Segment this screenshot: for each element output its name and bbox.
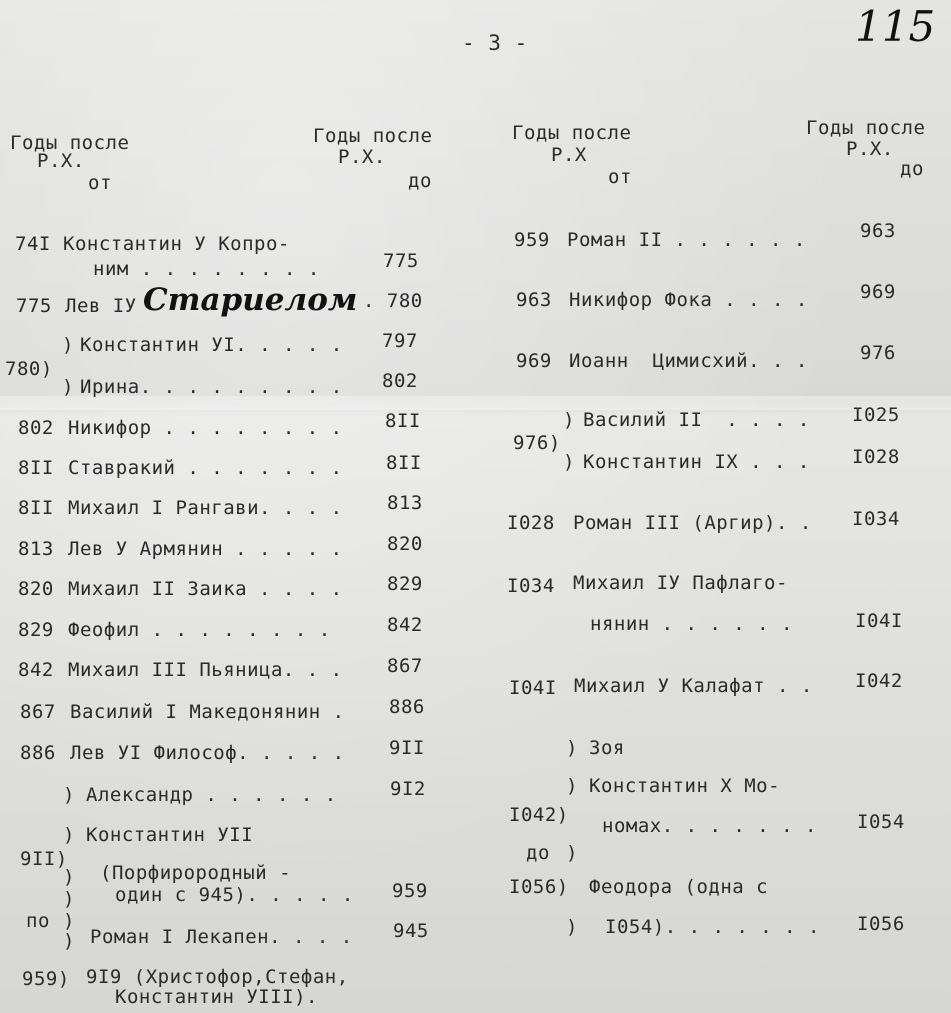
entry-year-to: 959 — [392, 880, 428, 902]
left-to-header-line2: Р.Х. — [338, 146, 386, 168]
entry-ruler: Константин УI. . . . . — [80, 334, 343, 356]
right-from-header-line3: от — [608, 166, 632, 188]
right-to-header-line2: Р.Х. — [846, 138, 894, 160]
brace: ) — [563, 409, 575, 431]
brace: ) — [566, 737, 578, 759]
right-to-header-line1: Годы после — [806, 117, 926, 139]
entry-year-from: 8II — [18, 497, 54, 519]
entry-year-to: I04I — [855, 610, 903, 632]
entry-ruler: Александр . . . . . . — [86, 784, 337, 806]
brace: ) — [566, 775, 578, 797]
entry-ruler: Зоя — [589, 737, 625, 759]
entry-year-from: 886 — [20, 742, 56, 764]
left-to-header-line1: Годы после — [313, 125, 433, 147]
entry-ruler: Константин У Копро- — [63, 233, 290, 255]
entry-year-from: 963 — [516, 289, 552, 311]
entry-ruler-cont: ним . . . . . . . . — [93, 258, 320, 280]
entry-ruler: Феодора (одна с — [589, 876, 769, 898]
entry-ruler: Роман III (Аргир). . — [573, 512, 812, 534]
entry-ruler: 9I9 (Христофор,Стефан, — [86, 966, 349, 988]
entry-ruler-cont: Константин УIII). — [115, 986, 318, 1008]
entry-ruler: Никифор Фока . . . . — [569, 289, 808, 311]
entry-year-from: 775 — [16, 295, 52, 317]
entry-ruler: Константин IX . . . — [583, 451, 810, 473]
entry-year-from: 9II) — [20, 848, 68, 870]
entry-ruler: Лев IУ — [65, 295, 137, 317]
entry-year-to: I042 — [855, 670, 903, 692]
entry-year-to: 813 — [387, 492, 423, 514]
entry-ruler: Михаил IУ Пафлаго- — [573, 572, 788, 594]
entry-year-to: I054 — [857, 811, 905, 833]
entry-year-to: 9II — [389, 737, 425, 759]
entry-year-to: 867 — [387, 655, 423, 677]
entry-year-to: . 780 — [363, 290, 423, 312]
entry-ruler: Роман II . . . . . . — [567, 229, 806, 251]
brace: ) — [62, 376, 74, 398]
entry-ruler-cont: один с 945). . . . . — [115, 884, 354, 906]
entry-year-from: 813 — [18, 538, 54, 560]
brace: ) — [62, 334, 74, 356]
entry-year-from: по — [26, 910, 50, 932]
entry-ruler: Константин Х Мо- — [589, 775, 781, 797]
entry-ruler: Роман I Лекапен. . . . — [90, 926, 353, 948]
entry-year-to: I025 — [852, 404, 900, 426]
brace: ) — [566, 842, 578, 864]
entry-year-from: 8II — [18, 457, 54, 479]
entry-ruler: Василий II . . . . — [583, 409, 810, 431]
entry-year-to: 829 — [387, 573, 423, 595]
entry-ruler: Лев УI Философ. . . . . — [70, 742, 345, 764]
entry-year-from: 802 — [18, 417, 54, 439]
paper-fold-line — [0, 396, 951, 410]
entry-year-to: 976 — [860, 342, 896, 364]
entry-ruler: Константин УII — [86, 824, 254, 846]
brace: ) — [63, 930, 75, 952]
entry-year-to: 963 — [860, 220, 896, 242]
right-from-header-line2: Р.Х — [551, 144, 587, 166]
brace: ) — [566, 916, 578, 938]
entry-year-to: 820 — [387, 533, 423, 555]
entry-year-to: 802 — [382, 370, 418, 392]
entry-year-to: 9I2 — [390, 778, 426, 800]
handwritten-page-number: 115 — [855, 2, 936, 51]
entry-year-to: 886 — [389, 696, 425, 718]
entry-year-to: I028 — [852, 446, 900, 468]
right-from-header-line1: Годы после — [512, 122, 632, 144]
brace: ) — [563, 451, 575, 473]
entry-year-to: 969 — [860, 281, 896, 303]
entry-year-to: I034 — [852, 508, 900, 530]
entry-year-to: 775 — [383, 250, 419, 272]
brace: ) — [63, 888, 75, 910]
entry-ruler: Ирина. . . . . . . . . — [80, 376, 343, 398]
entry-ruler-cont: I054). . . . . . . — [605, 916, 820, 938]
entry-ruler: Никифор . . . . . . . . — [68, 417, 343, 439]
left-to-header-line3: до — [408, 170, 432, 192]
entry-ruler: Иоанн Цимисхий. . . — [569, 350, 808, 372]
entry-year-from: I056) — [509, 876, 569, 898]
page-number: - 3 - — [462, 31, 528, 55]
entry-year-to: 945 — [393, 920, 429, 942]
right-to-header-line3: до — [900, 158, 924, 180]
brace: ) — [63, 784, 75, 806]
entry-year-from: 959 — [514, 229, 550, 251]
entry-ruler-cont: номах. . . . . . . — [602, 815, 817, 837]
entry-year-from: I028 — [507, 512, 555, 534]
entry-year-from: 780) — [5, 358, 53, 380]
entry-ruler: Михаил II Заика . . . . — [68, 578, 343, 600]
entry-year-from: I034 — [507, 575, 555, 597]
handwritten-insertion: Стариелом — [143, 282, 358, 318]
entry-ruler: Михаил У Калафат . . — [574, 675, 813, 697]
entry-ruler: Михаил I Рангави. . . . — [68, 497, 343, 519]
left-from-header-line3: от — [88, 172, 112, 194]
entry-year-from: 969 — [516, 350, 552, 372]
entry-ruler: Василий I Македонянин . — [70, 701, 345, 723]
entry-year-from: до — [526, 842, 550, 864]
entry-ruler-cont: нянин . . . . . . — [590, 613, 793, 635]
entry-year-from: I04I — [509, 677, 557, 699]
entry-ruler: Михаил III Пьяница. . . — [68, 659, 343, 681]
brace: ) — [63, 824, 75, 846]
entry-ruler: Ставракий . . . . . . . — [68, 457, 343, 479]
entry-year-from: 820 — [18, 578, 54, 600]
entry-year-from: 842 — [18, 659, 54, 681]
entry-year-to: 8II — [385, 410, 421, 432]
entry-year-from: 829 — [18, 619, 54, 641]
entry-year-to: 842 — [387, 614, 423, 636]
entry-year-to: 797 — [382, 330, 418, 352]
entry-ruler: (Порфирородный - — [100, 862, 292, 884]
entry-year-from: 959) — [22, 968, 70, 990]
entry-ruler: Лев У Армянин . . . . . — [68, 538, 343, 560]
entry-ruler: Феофил . . . . . . . . — [68, 619, 331, 641]
entry-year-to: I056 — [857, 913, 905, 935]
brace: ) — [63, 866, 75, 888]
entry-year-from: 74I — [15, 233, 51, 255]
brace: ) — [63, 910, 75, 932]
entry-year-from: 867 — [20, 701, 56, 723]
left-from-header-line2: Р.Х. — [37, 150, 85, 172]
entry-year-from: 976) — [513, 432, 561, 454]
entry-year-to: 8II — [386, 452, 422, 474]
left-from-header-line1: Годы после — [10, 132, 130, 154]
entry-year-from: I042) — [509, 804, 569, 826]
